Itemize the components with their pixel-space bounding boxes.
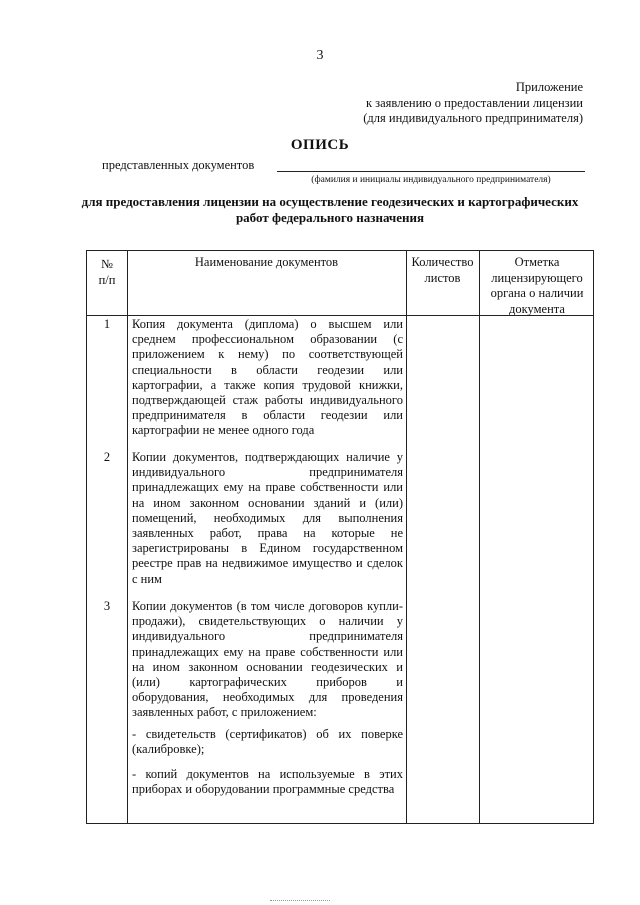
column-divider	[406, 251, 407, 823]
column-divider	[127, 251, 128, 823]
appendix-note	[363, 80, 583, 127]
subtitle-line-2: работ федерального назначения	[235, 210, 425, 225]
row-number: 3	[103, 599, 111, 613]
header-name: Наименование документов	[194, 255, 339, 269]
header-mark: Отметка лицензирующего органа о наличии документа	[490, 255, 584, 316]
document-subtitle	[40, 194, 620, 226]
appendix-line-3: (для индивидуального предпринимателя)	[363, 111, 583, 125]
row-number: 1	[103, 317, 111, 331]
header-num: № п/п	[98, 257, 116, 287]
row-text: Копия документа (диплома) о высшем или среднем профессиональном образовании (с приложением к нему) по соответствующей специальности в области геодезии или картографии, а также копия трудовой книжки, подтверждающей стаж работы индивидуального предпринимателя в области геодезии или картографии не менее одного года	[132, 317, 403, 438]
appendix-line-2: к заявлению о предоставлении лицензии	[365, 95, 583, 110]
name-fill-line[interactable]	[277, 171, 585, 172]
row-text: Копии документов, подтверждающих наличие у индивидуального предпринимателя принадлежащих ему на праве собственности или на ином законном основании зданий и (или) помещений, необходимых для выполнения заявленных работ, права на которые не зарегистрированы в Едином государственном реестре прав на недвижимое имущество и сделок с ним	[132, 450, 403, 586]
row-subitem: - свидетельств (сертификатов) об их поверке (калибровке);	[132, 727, 403, 757]
column-divider	[479, 251, 480, 823]
subtitle-line-1: для предоставления лицензии на осуществление геодезических и картографических	[81, 194, 579, 209]
page-number: 3	[316, 48, 324, 63]
header-count: Количество листов	[411, 255, 474, 285]
row-text: Копии документов (в том числе договоров купли-продажи), свидетельствующих о наличии у индивидуального предпринимателя принадлежащих ему на праве собственности или на ином законном основании геодезических и (или) картографических приборов и оборудования, необходимых для проведения заявленных работ, с приложением:	[132, 599, 403, 720]
row-number: 2	[103, 450, 111, 464]
documents-table	[86, 250, 594, 824]
row-subitem: - копий документов на используемые в этих приборах и оборудовании программные средства	[132, 767, 403, 797]
name-fill-caption: (фамилия и инициалы индивидуального предпринимателя)	[311, 175, 551, 185]
scan-mark	[270, 900, 330, 901]
presented-documents-label: представленных документов	[102, 158, 255, 172]
appendix-line-1: Приложение	[515, 80, 583, 94]
document-title: ОПИСЬ	[290, 137, 350, 153]
